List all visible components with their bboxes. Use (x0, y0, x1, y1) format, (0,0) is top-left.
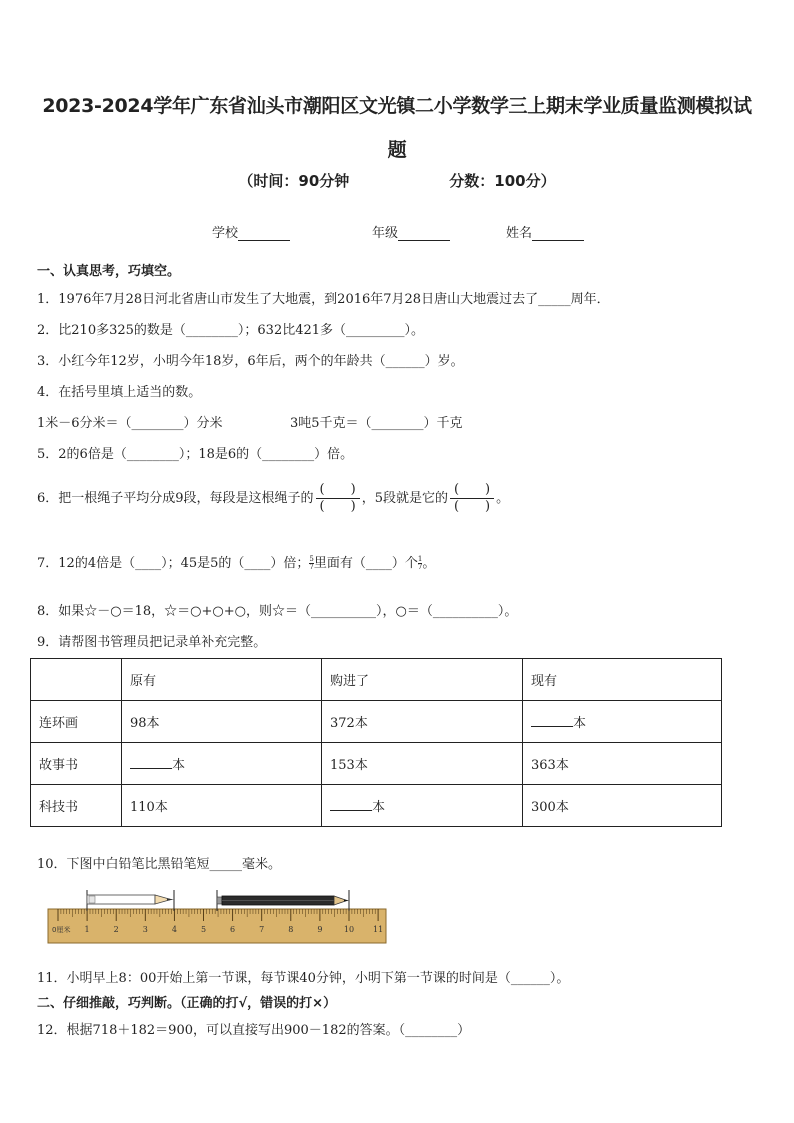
ruler-tick-label: 6 (230, 925, 236, 934)
question-10: 10．下图中白铅笔比黑铅笔短_____毫米。 (37, 857, 282, 872)
question-4a: 1米－6分米＝（________）分米 (37, 416, 223, 431)
time-info: （时间：90分钟 (238, 172, 350, 190)
question-4: 4．在括号里填上适当的数。 (37, 385, 202, 400)
table-header-row (31, 659, 722, 701)
name-field[interactable]: 姓名 (506, 222, 584, 241)
record-table (30, 658, 722, 827)
table-row (31, 701, 722, 743)
question-8: 8．如果☆－○＝18，☆＝○+○+○，则☆＝（__________），○＝（__________）。 (37, 604, 518, 619)
table-header-cell: 原有 (122, 659, 322, 701)
grade-field[interactable]: 年级 (372, 222, 450, 241)
table-header-cell: 购进了 (322, 659, 523, 701)
page-title: 2023-2024学年广东省汕头市潮阳区文光镇二小学数学三上期末学业质量监测模拟试题 (42, 95, 752, 161)
question-4b: 3吨5千克＝（________）千克 (290, 416, 463, 431)
table-cell: 故事书 (31, 743, 122, 785)
fraction-blank-2[interactable]: $\frac{( )}{( )}$ (450, 482, 494, 515)
score-info: 分数：100分） (449, 172, 556, 190)
section-heading-2: 二、仔细推敲，巧判断。（正确的打√，错误的打×） (37, 996, 337, 1011)
ruler-tick-label: 4 (171, 925, 177, 934)
ruler-unit-label: 0厘米 (52, 926, 71, 934)
white-pencil-icon (87, 895, 174, 904)
table-cell-blank[interactable]: 本 (523, 701, 722, 743)
table-cell-blank[interactable]: 本 (122, 743, 322, 785)
question-2: 2．比210多325的数是（________）；632比421多（_________）。 (37, 323, 425, 338)
table-header-cell: 现有 (523, 659, 722, 701)
ruler-tick-label: 10 (343, 925, 355, 934)
question-5: 5．2的6倍是（________）；18是6的（________）倍。 (37, 447, 354, 462)
pencil-ruler-figure (44, 888, 390, 946)
table-cell: 363本 (523, 743, 722, 785)
ruler-tick-label: 2 (113, 925, 119, 934)
fraction-blank-1[interactable]: $\frac{( )}{( )}$ (316, 482, 360, 515)
table-cell: 110本 (122, 785, 322, 827)
black-pencil-icon (217, 896, 349, 905)
table-cell: 98本 (122, 701, 322, 743)
question-12: 12．根据718＋182＝900，可以直接写出900－182的答案。（________） (37, 1023, 471, 1038)
question-9: 9．请帮图书管理员把记录单补充完整。 (37, 635, 267, 650)
ruler-tick-label: 7 (259, 925, 265, 934)
ruler-tick-label: 3 (142, 925, 148, 934)
question-11: 11．小明早上8：00开始上第一节课，每节课40分钟，小明下第一节课的时间是（______）。 (37, 971, 570, 986)
table-cell: 153本 (322, 743, 523, 785)
table-header-cell (31, 659, 122, 701)
table-row (31, 743, 722, 785)
ruler-body (48, 909, 386, 943)
exam-meta (0, 170, 794, 191)
ruler-tick-label: 11 (373, 925, 384, 934)
section-heading-1: 一、认真思考，巧填空。 (37, 264, 181, 279)
question-1: 1．1976年7月28日河北省唐山市发生了大地震，到2016年7月28日唐山大地震过去了_____周年． (37, 292, 610, 307)
question-7: 7．12的4倍是（____）；45是5的（____）倍； $\frac{5}{7}$ 里面有（____）个 $\frac{1}{7}$ 。 (37, 555, 436, 571)
ruler-tick-label: 8 (288, 925, 294, 934)
ruler-tick-label: 5 (200, 925, 207, 934)
table-cell: 372本 (322, 701, 523, 743)
table-cell-blank[interactable]: 本 (322, 785, 523, 827)
table-row (31, 785, 722, 827)
table-cell: 连环画 (31, 701, 122, 743)
fraction-five-sevenths: $\frac{5}{7}$ (309, 555, 314, 571)
table-cell: 科技书 (31, 785, 122, 827)
fraction-one-seventh: $\frac{1}{7}$ (417, 555, 423, 571)
school-field[interactable]: 学校 (212, 222, 290, 241)
question-6: 6．把一根绳子平均分成9段，每段是这根绳子的 $\frac{( )}{( )}$ ，5段就是它的 $\frac{( )}{( )}$ 。 (37, 482, 510, 514)
question-3: 3．小红今年12岁，小明今年18岁，6年后，两个的年龄共（______）岁。 (37, 354, 464, 369)
ruler-tick-label: 1 (84, 925, 90, 934)
ruler-tick-label: 9 (317, 925, 323, 934)
table-cell: 300本 (523, 785, 722, 827)
